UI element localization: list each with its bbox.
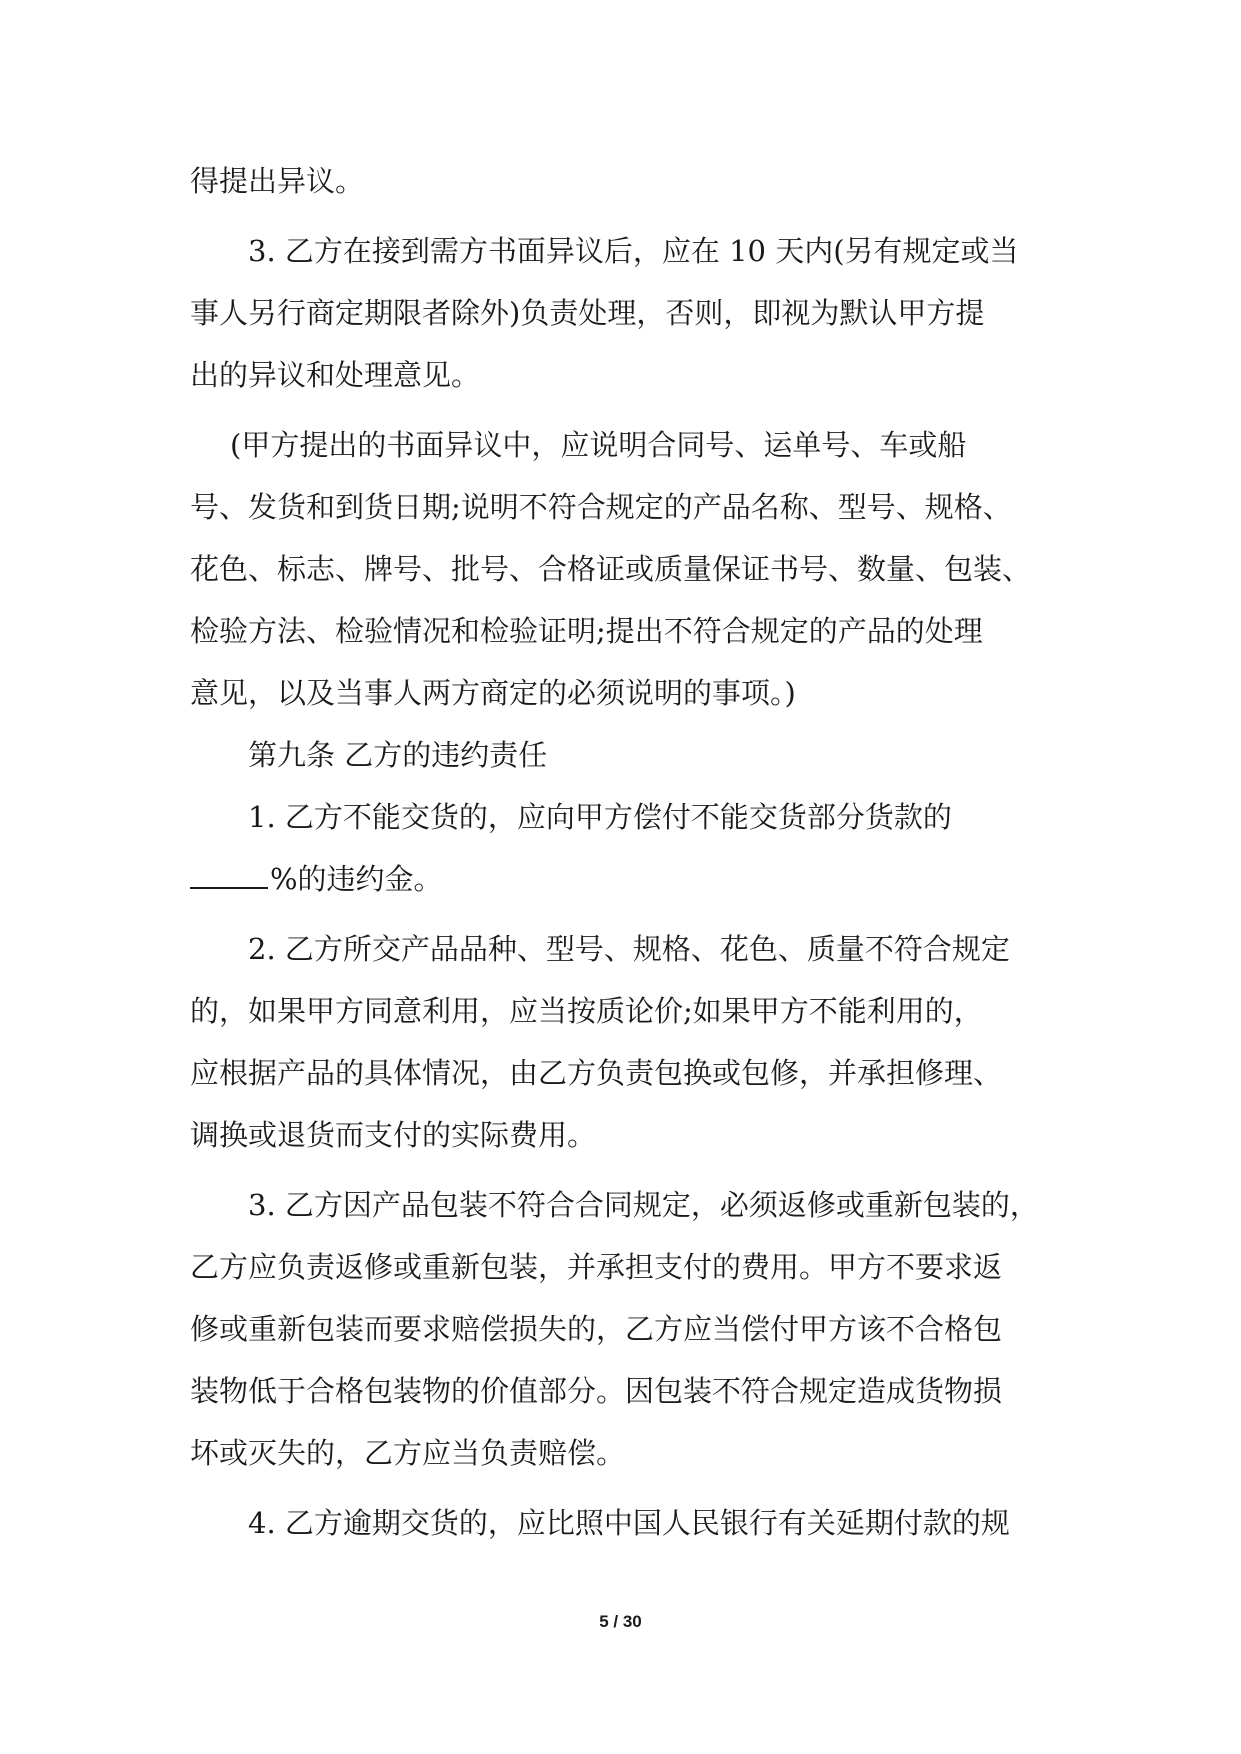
paragraph-line: 号、发货和到货日期;说明不符合规定的产品名称、型号、规格、 [190, 490, 1012, 524]
paragraph-line: 4. 乙方逾期交货的，应比照中国人民银行有关延期付款的规 [248, 1506, 1010, 1540]
paragraph-line: 意见，以及当事人两方商定的必须说明的事项。) [190, 676, 796, 710]
paragraph-line: 装物低于合格包装物的价值部分。因包装不符合规定造成货物损 [190, 1374, 1003, 1408]
paragraph-line: 检验方法、检验情况和检验证明;提出不符合规定的产品的处理 [190, 614, 983, 648]
paragraph-line: 的，如果甲方同意利用，应当按质论价;如果甲方不能利用的， [190, 994, 983, 1028]
paragraph-line: 1. 乙方不能交货的，应向甲方偿付不能交货部分货款的 [248, 800, 952, 834]
paragraph-text: %的违约金。 [270, 862, 443, 896]
section-heading: 第九条 乙方的违约责任 [248, 738, 548, 772]
paragraph-line: 修或重新包装而要求赔偿损失的，乙方应当偿付甲方该不合格包 [190, 1312, 1003, 1346]
fill-in-blank [190, 861, 268, 889]
paragraph-line: 应根据产品的具体情况，由乙方负责包换或包修，并承担修理、 [190, 1056, 1003, 1090]
paragraph-line: 调换或退货而支付的实际费用。 [190, 1118, 597, 1152]
paragraph-line: 事人另行商定期限者除外)负责处理，否则，即视为默认甲方提 [190, 296, 985, 330]
paragraph-line: 花色、标志、牌号、批号、合格证或质量保证书号、数量、包装、 [190, 552, 1032, 586]
paragraph-line: 2. 乙方所交产品品种、型号、规格、花色、质量不符合规定 [248, 932, 1010, 966]
paragraph-line: 3. 乙方在接到需方书面异议后，应在 10 天内(另有规定或当 [248, 234, 1019, 268]
paragraph-line: 得提出异议。 [190, 164, 365, 198]
paragraph-line: 出的异议和处理意见。 [190, 358, 481, 392]
paragraph-line [190, 848, 1060, 910]
paragraph-line: 3. 乙方因产品包装不符合合同规定，必须返修或重新包装的， [248, 1188, 1039, 1222]
document-body [190, 150, 1060, 1554]
paragraph-line: (甲方提出的书面异议中，应说明合同号、运单号、车或船 [230, 428, 967, 462]
paragraph-line: 坏或灭失的，乙方应当负责赔偿。 [190, 1436, 626, 1470]
page-number: 5 / 30 [599, 1612, 642, 1631]
paragraph-line: 乙方应负责返修或重新包装，并承担支付的费用。甲方不要求返 [190, 1250, 1003, 1284]
